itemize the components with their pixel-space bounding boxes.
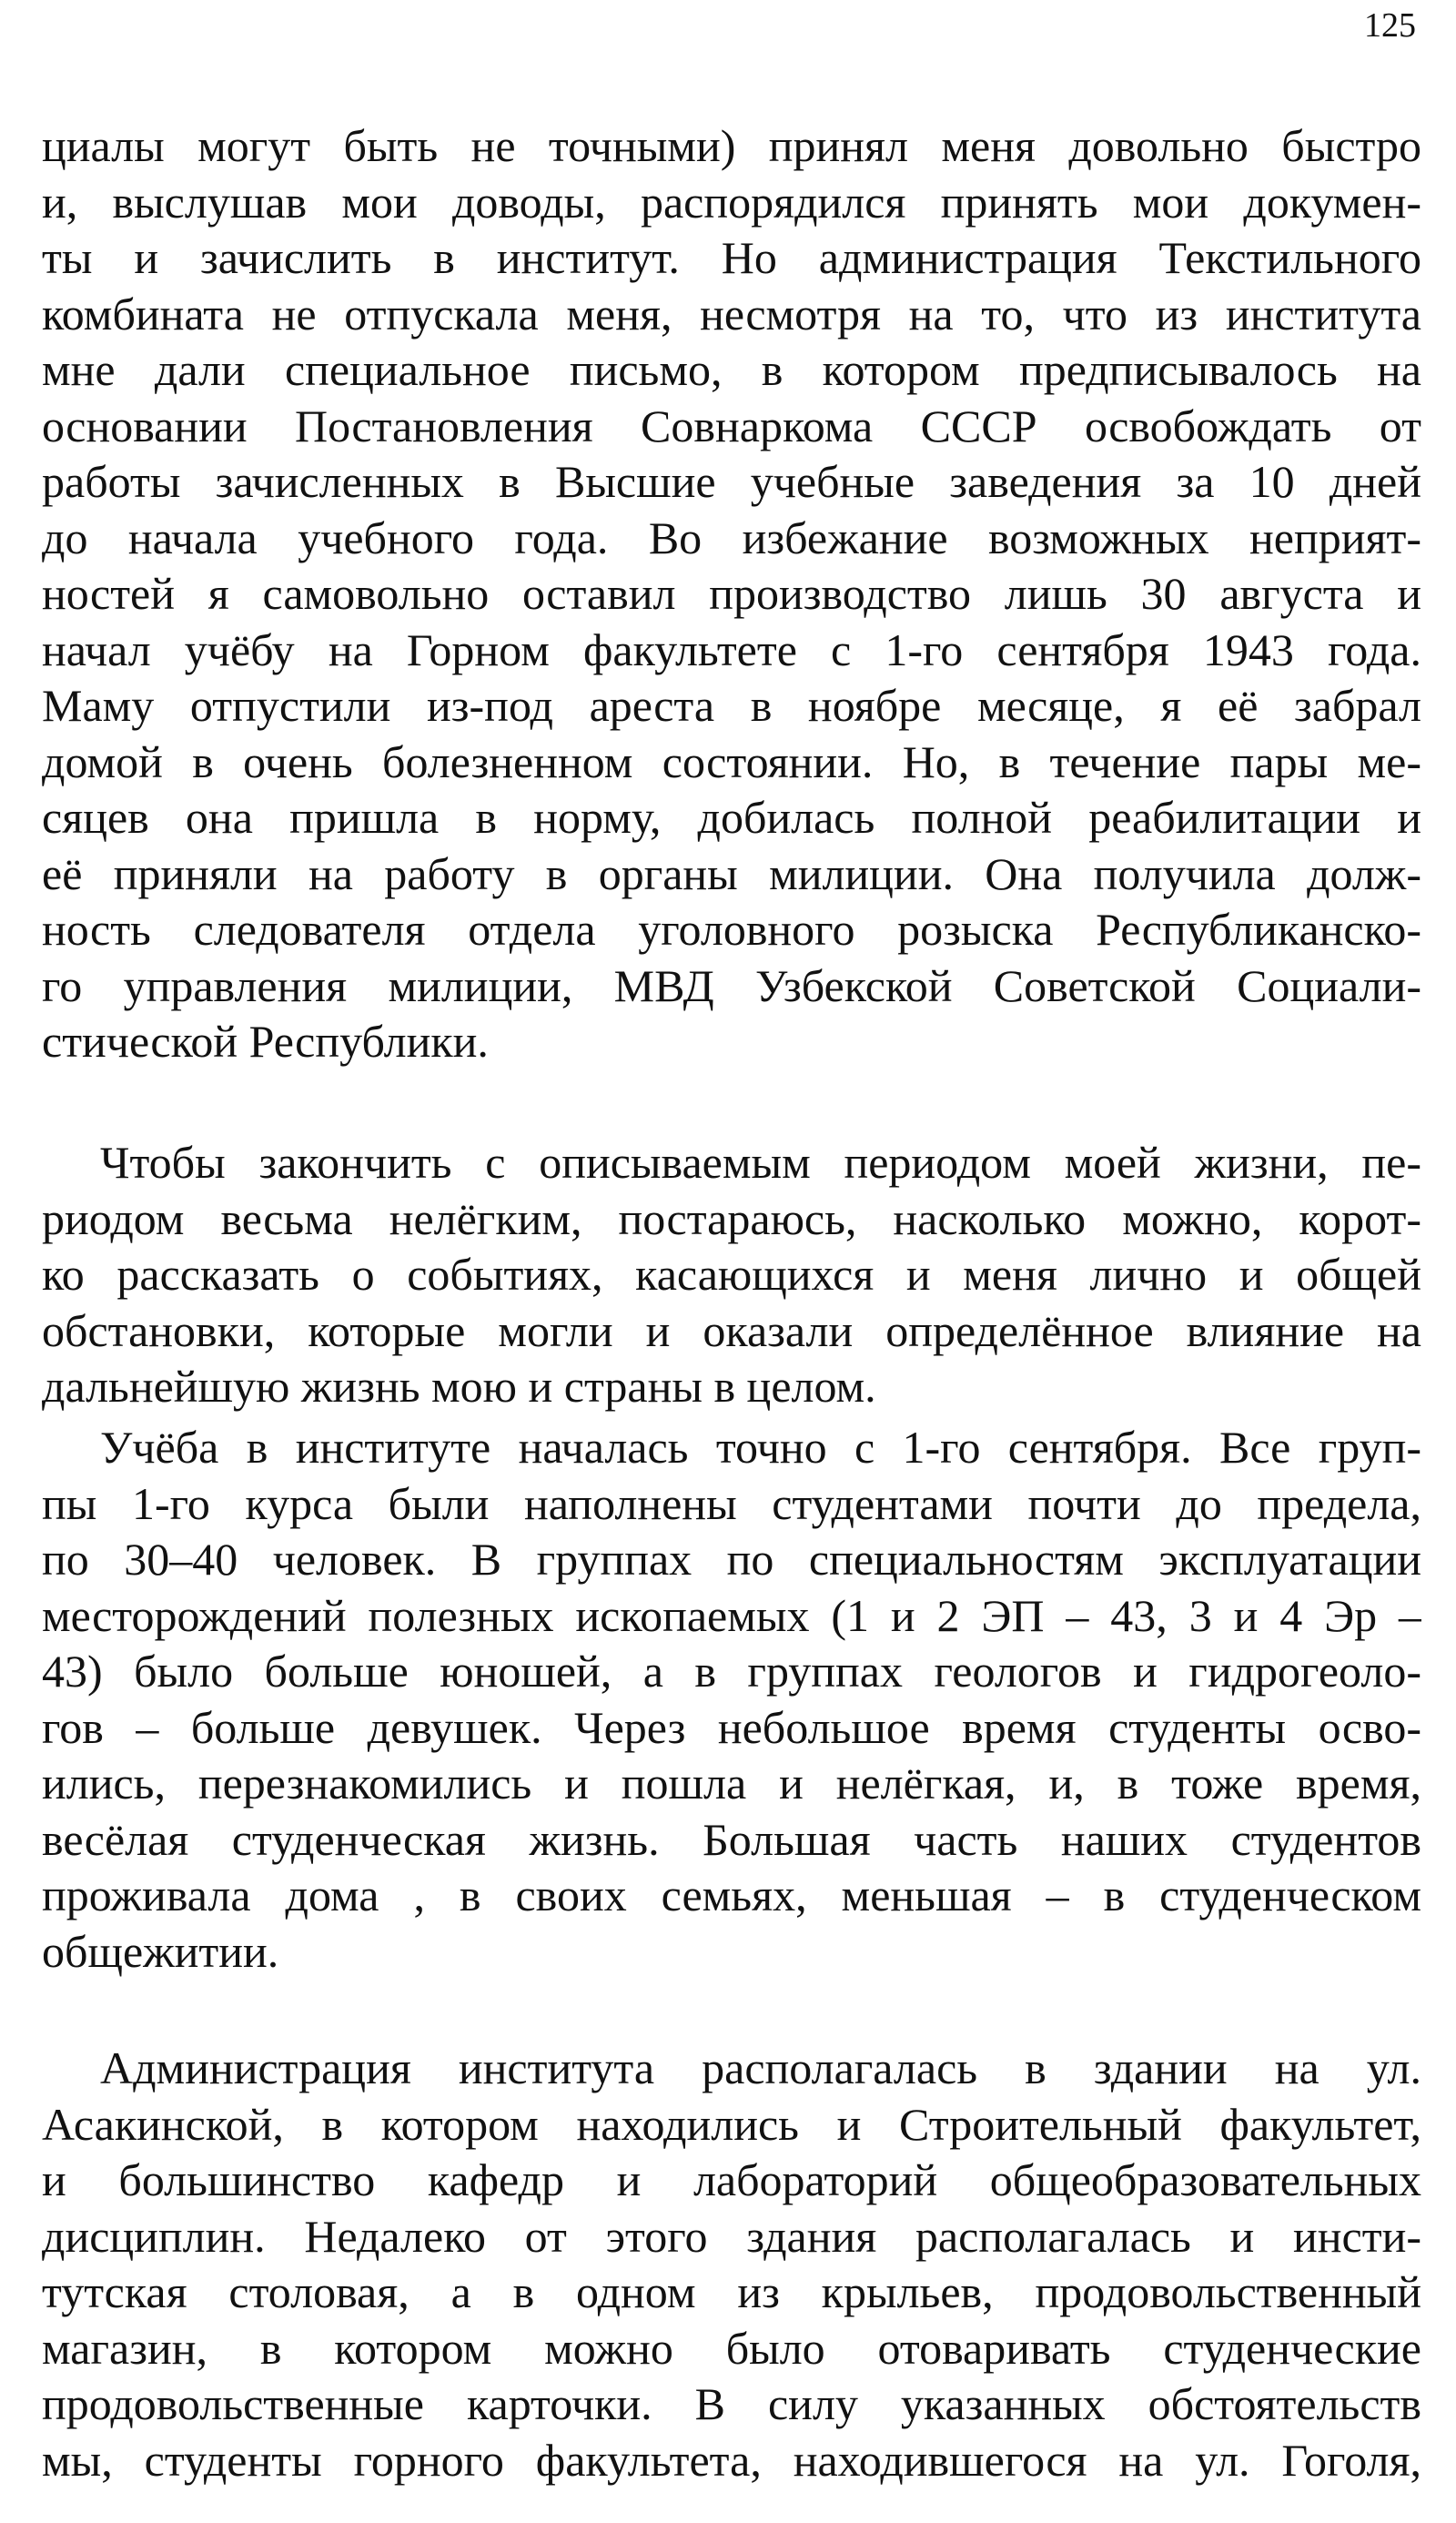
text-line: до начала учебного года. Во избежание возможных неприят- bbox=[42, 512, 1421, 563]
text-line: общежитии. bbox=[42, 1925, 279, 1977]
text-line: сяцев она пришла в норму, добилась полной реабилитации и bbox=[42, 792, 1421, 843]
text-line: весёлая студенческая жизнь. Большая часть наших студентов bbox=[42, 1813, 1421, 1865]
text-line: по 30–40 человек. В группах по специальностям эксплуатации bbox=[42, 1534, 1421, 1585]
text-line: проживала дома , в своих семьях, меньшая – в студенческом bbox=[42, 1869, 1421, 1920]
text-line: обстановки, которые могли и оказали определённое влияние на bbox=[42, 1304, 1421, 1356]
text-line: продовольственные карточки. В силу указанных обстоятельств bbox=[42, 2378, 1421, 2429]
text-line: Маму отпустили из-под ареста в ноябре месяце, я её забрал bbox=[42, 680, 1421, 731]
text-line: стической Республики. bbox=[42, 1016, 489, 1067]
text-line: 43) было больше юношей, а в группах геологов и гидрогеоло- bbox=[42, 1646, 1421, 1697]
text-line: риодом весьма нелёгким, постараюсь, насколько можно, корот- bbox=[42, 1192, 1421, 1244]
text-line: ностей я самовольно оставил производство лишь 30 августа и bbox=[42, 568, 1421, 619]
text-line: мы, студенты горного факультета, находившегося на ул. Гоголя, bbox=[42, 2434, 1421, 2486]
text-line: и, выслушав мои доводы, распорядился принять мои докумен- bbox=[42, 176, 1421, 228]
text-line: работы зачисленных в Высшие учебные заведения за 10 дней bbox=[42, 456, 1421, 507]
paragraph-1 bbox=[42, 118, 1421, 1070]
text-line: ились, перезнакомились и пошла и нелёгкая, и, в тоже время, bbox=[42, 1758, 1421, 1809]
paragraph-2 bbox=[42, 1135, 1421, 1415]
text-line: магазин, в котором можно было отоваривать студенческие bbox=[42, 2322, 1421, 2374]
text-line: пы 1-го курса были наполнены студентами почти до предела, bbox=[42, 1477, 1421, 1529]
text-line: ность следователя отдела уголовного розыска Республиканско- bbox=[42, 904, 1421, 955]
text-line: дисциплин. Недалеко от этого здания располагалась и инсти- bbox=[42, 2210, 1421, 2262]
text-line: дальнейшую жизнь мою и страны в целом. bbox=[42, 1361, 876, 1412]
text-line: Администрация института располагалась в здании на ул. bbox=[100, 2042, 1421, 2093]
text-line: циалы могут быть не точными) принял меня довольно быстро bbox=[42, 120, 1421, 171]
paragraph-4 bbox=[42, 2041, 1421, 2488]
text-line: домой в очень болезненном состоянии. Но, в течение пары ме- bbox=[42, 735, 1421, 787]
text-line: начал учёбу на Горном факультете с 1-го сентября 1943 года. bbox=[42, 623, 1421, 675]
text-line: Чтобы закончить с описываемым периодом моей жизни, пе- bbox=[100, 1137, 1421, 1188]
text-line: го управления милиции, МВД Узбекской Советской Социали- bbox=[42, 959, 1421, 1011]
text-line: основании Постановления Совнаркома СССР освобождать от bbox=[42, 400, 1421, 451]
text-line: Учёба в институте началась точно с 1-го сентября. Все груп- bbox=[100, 1422, 1421, 1473]
text-line: Асакинской, в котором находились и Строительный факультет, bbox=[42, 2098, 1421, 2150]
text-line: ты и зачислить в институт. Но администрация Текстильного bbox=[42, 232, 1421, 283]
text-line: месторождений полезных ископаемых (1 и 2 ЭП – 43, 3 и 4 Эр – bbox=[42, 1589, 1421, 1641]
text-line: ко рассказать о событиях, касающихся и меня лично и общей bbox=[42, 1249, 1421, 1300]
text-line: тутская столовая, а в одном из крыльев, продовольственный bbox=[42, 2266, 1421, 2317]
text-line: её приняли на работу в органы милиции. Она получила долж- bbox=[42, 847, 1421, 899]
paragraph-3 bbox=[42, 1420, 1421, 1980]
page-number: 125 bbox=[1364, 6, 1416, 45]
text-line: мне дали специальное письмо, в котором предписывалось на bbox=[42, 344, 1421, 395]
text-line: комбината не отпускала меня, несмотря на то, что из института bbox=[42, 288, 1421, 339]
text-line: и большинство кафедр и лабораторий общеобразовательных bbox=[42, 2154, 1421, 2205]
text-line: гов – больше девушек. Через небольшое время студенты осво- bbox=[42, 1701, 1421, 1753]
